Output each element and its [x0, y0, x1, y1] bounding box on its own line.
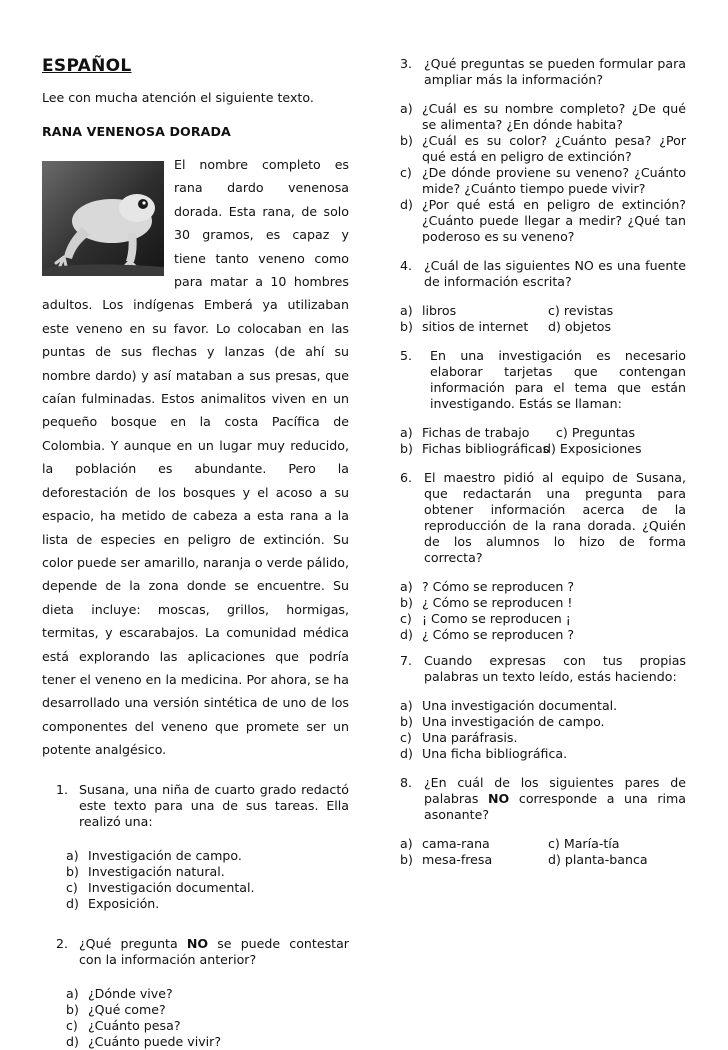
option-c[interactable]: c) ¡ Como se reproducen ¡ [400, 611, 571, 626]
question-text: ¿Cuál de las siguientes NO es una fuente de información escrita? [424, 258, 686, 289]
answer-options [400, 303, 686, 335]
question-text: Susana, una niña de cuarto grado redactó este texto para una de sus tareas. Ella realizó una: [79, 781, 349, 829]
question-1 [42, 782, 349, 912]
question-4: 4. ¿Cuál de las siguientes NO es una fuente de información escrita? a) libros c) revistas b) sitios de internet d) objetos [400, 258, 686, 334]
option-a[interactable]: a) Una investigación documental. [400, 698, 618, 713]
option-c[interactable]: c) ¿De dónde proviene su veneno? ¿Cuánto mide? ¿Cuánto tiempo puede vivir? [400, 165, 686, 196]
option-a[interactable]: a) ¿Cuál es su nombre completo? ¿De qué se alimenta? ¿En dónde habita? [400, 101, 686, 132]
option-d[interactable]: d) ¿Cuánto puede vivir? [66, 1033, 222, 1049]
question-number: 2. [56, 935, 69, 951]
left-column [42, 56, 349, 1050]
option-row-2[interactable]: b) mesa-fresa d) planta-banca [400, 852, 648, 867]
option-row-2[interactable]: b) sitios de internet d) objetos [400, 319, 612, 334]
option-d[interactable]: d) ¿ Cómo se reproducen ? [400, 627, 575, 642]
instructions: Lee con mucha atención el siguiente texto. [42, 90, 314, 105]
option-row-2[interactable]: b) Fichas bibliográficas d) Exposiciones [400, 441, 642, 456]
option-row-1[interactable]: a) libros c) revistas [400, 303, 614, 318]
option-b[interactable]: b) ¿ Cómo se reproducen ! [400, 595, 573, 610]
reading-passage [42, 153, 349, 762]
option-d[interactable]: d) Una ficha bibliográfica. [400, 746, 568, 761]
question-7: 7. Cuando expresas con tus propias palabras un texto leído, estás haciendo: a) Una investigación documental. b) Una investigación de campo. c) Una paráfrasis. d) Una ficha bibliográfica. [400, 653, 686, 761]
question-2: 2. ¿Qué pregunta NO se puede contestar con la información anterior? a) ¿Dónde vive? b) ¿Qué come? c) ¿Cuánto pesa? d) ¿Cuánto puede vivir? [56, 935, 349, 1049]
frog-illustration [42, 161, 164, 276]
frog-photo [42, 161, 164, 276]
answer-options [56, 848, 349, 912]
answer-options [400, 579, 686, 643]
answer-options [400, 425, 686, 457]
option-row-1[interactable]: a) cama-rana c) María-tía [400, 836, 620, 851]
passage-text: El nombre completo es rana dardo venenosa dorada. Esta rana, de solo 30 gramos, es capaz y tiene tanto veneno como para matar a 10 hombres adultos. Los indígenas Emberá ya utilizaban este veneno en su favor. Lo colocaban en las puntas de sus flechas y lanzas (de ahí su nombre dardo) y así mataban a sus presas, que caían fulminadas. Estos animalitos viven en un pequeño bosque en la costa Pacífica de Colombia. Y aunque en un lugar muy reducido, la población es abundante. Pero la deforestación de los bosques y el acoso a su espacio, ha metido de cabeza a esta rana a la lista de especies en peligro de extinción. Su color puede ser amarillo, naranja o verde pálido, depende de la zona donde se encuentre. Su dieta incluye: moscas, grillos, hormigas, termitas, y escarabajos. La comunidad médica está explorando las aplicaciones que podría tener el veneno en la medicina. Por ahora, se ha desarrollado una versión sintética de uno de los componentes del veneno que promete ser un potente analgésico. [42, 157, 349, 758]
option-a[interactable]: a) Investigación de campo. [66, 847, 242, 863]
option-c[interactable]: c) Investigación documental. [66, 879, 255, 895]
option-d[interactable]: d) ¿Por qué está en peligro de extinción? ¿Cuánto puede llegar a medir? ¿Qué tan poderoso es su veneno? [400, 197, 686, 244]
question-number: 1. [56, 781, 69, 797]
option-c[interactable]: c) ¿Cuánto pesa? [66, 1017, 181, 1033]
option-b[interactable]: b) ¿Cuál es su color? ¿Cuánto pesa? ¿Por qué está en peligro de extinción? [400, 133, 686, 164]
question-6: 6. El maestro pidió al equipo de Susana, que redactarán una pregunta para obtener información acerca de la reproducción de la rana dorada. ¿Quién de los alumnos lo hizo de forma correcta? a) ? Cómo se reproducen ? b) ¿ Cómo se reproducen ! c) ¡ Como se reproducen ¡ d) ¿ Cómo se reproducen ? [400, 470, 686, 642]
reading-title: RANA VENENOSA DORADA [42, 124, 231, 139]
option-a[interactable]: a) ? Cómo se reproducen ? [400, 579, 575, 594]
question-text: Cuando expresas con tus propias palabras un texto leído, estás haciendo: [424, 653, 686, 684]
answer-options [400, 101, 686, 245]
question-8: 8. ¿En cuál de los siguientes pares de palabras NO corresponde a una rima asonante? a) cama-rana c) María-tía b) mesa-fresa d) planta-banca [400, 775, 686, 867]
option-b[interactable]: b) Investigación natural. [66, 863, 225, 879]
page-title: ESPAÑOL [42, 56, 132, 76]
option-a[interactable]: a) ¿Dónde vive? [66, 985, 173, 1001]
option-b[interactable]: b) Una investigación de campo. [400, 714, 605, 729]
question-text: El maestro pidió al equipo de Susana, que redactarán una pregunta para obtener información acerca de la reproducción de la rana dorada. ¿Quién de los alumnos lo hizo de forma correcta? [424, 470, 686, 565]
right-column [400, 56, 686, 868]
answer-options [400, 698, 686, 762]
answer-options [400, 836, 686, 868]
option-row-1[interactable]: a) Fichas de trabajo c) Preguntas [400, 425, 636, 440]
option-c[interactable]: c) Una paráfrasis. [400, 730, 518, 745]
question-text: En una investigación es necesario elaborar tarjetas que contengan información para el tema que están investigando. Estás se llaman: [430, 348, 686, 411]
option-b[interactable]: b) ¿Qué come? [66, 1001, 166, 1017]
question-5: 5. En una investigación es necesario elaborar tarjetas que contengan información para el tema que están investigando. Estás se llaman: a) Fichas de trabajo c) Preguntas b) Fichas bibliográficas d) Exposiciones [400, 348, 686, 456]
option-d[interactable]: d) Exposición. [66, 895, 160, 911]
question-3: 3. ¿Qué preguntas se pueden formular para ampliar más la información? a) ¿Cuál es su nombre completo? ¿De qué se alimenta? ¿En dónde habita? b) ¿Cuál es su color? ¿Cuánto pesa? ¿Por qué está en peligro de extinción? c) ¿De dónde proviene su veneno? ¿Cuánto mide? ¿Cuánto tiempo puede vivir? d) ¿Por qué está en peligro de extinción? ¿Cuánto puede llegar a medir? ¿Qué tan poderoso es su veneno? [400, 56, 686, 244]
answer-options [56, 986, 349, 1050]
question-text: ¿Qué preguntas se pueden formular para ampliar más la información? [424, 56, 686, 87]
